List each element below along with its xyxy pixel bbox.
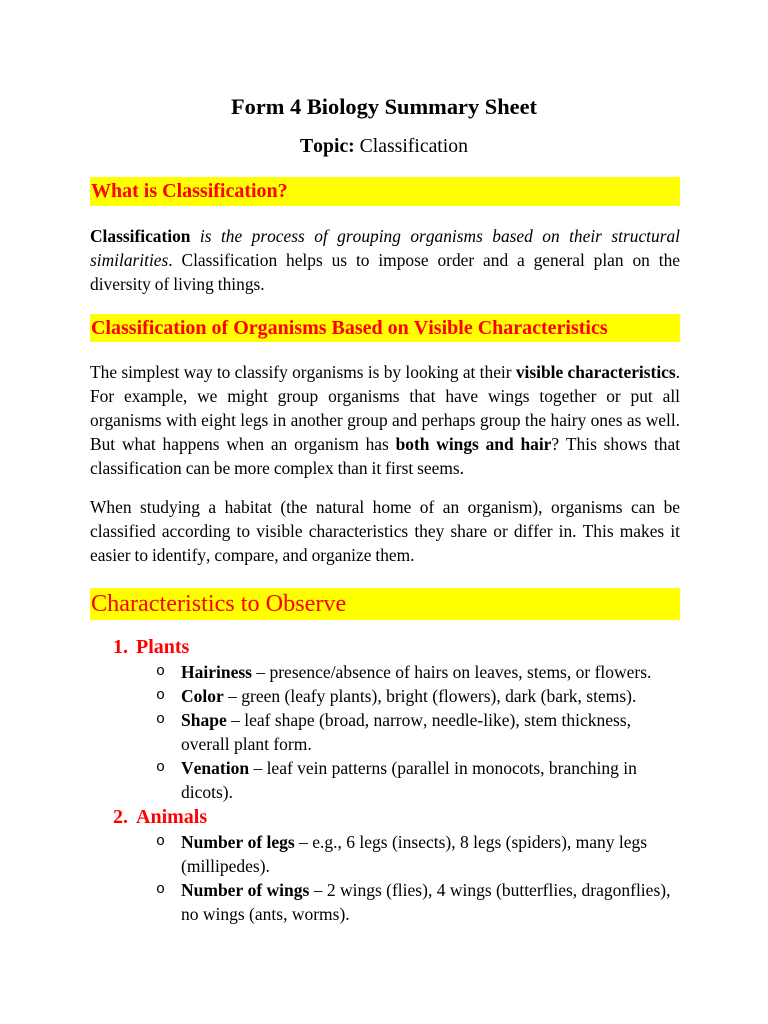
list-item [90,660,680,684]
paragraph-text: ? This shows that classification can be more complex than it first seems. [90,434,681,478]
characteristics-list [90,634,680,926]
group-number: 1. [113,636,128,658]
item-description: – presence/absence of hairs on leaves, stems, or flowers. [256,662,652,682]
list-item [90,878,680,926]
group-heading [90,804,680,830]
list-item [90,830,680,878]
topic-value: Classification [359,135,468,157]
item-description: – leaf shape (broad, narrow, needle-like), stem thickness, overall plant form. [181,710,632,754]
bullet-marker: o [156,881,166,898]
item-description: – 2 wings (flies), 4 wings (butterflies, dragonflies), no wings (ants, worms). [181,880,671,924]
item-term: Shape [181,710,227,730]
paragraph-text: . For example, we might group organisms that have wings together or put all organisms with eight legs in another group and perhaps group the hairy ones as well. But what happens when an organism has [90,362,680,454]
emphasis-wings-and-hair: both wings and hair [395,434,552,454]
definition-text: is the process of grouping organisms based on their structural similarities [90,226,680,270]
bullet-marker: o [156,833,166,850]
topic-label: Topic: [300,135,355,157]
group-heading [90,634,680,660]
bullet-marker: o [156,711,166,728]
group-number: 2. [113,806,128,828]
item-description: – e.g., 6 legs (insects), 8 legs (spiders), many legs (millipedes). [181,832,648,876]
definition-paragraph [90,224,680,296]
item-term: Number of wings [181,880,310,900]
item-term: Number of legs [181,832,295,852]
visible-characteristics-paragraph [90,360,680,480]
item-term: Color [181,686,224,706]
animals-group [90,804,680,926]
section-heading-characteristics-to-observe: Characteristics to Observe [90,588,680,620]
list-item [90,756,680,804]
paragraph-text: The simplest way to classify organisms is by looking at their [90,362,512,382]
group-title: Plants [136,636,190,658]
definition-continuation: . Classification helps us to impose order and a general plan on the diversity of living things. [90,250,680,294]
bullet-marker: o [156,759,166,776]
item-description: – leaf vein patterns (parallel in monocots, branching in dicots). [181,758,637,802]
group-title: Animals [136,806,208,828]
topic-line [0,132,768,160]
item-description: – green (leafy plants), bright (flowers), dark (bark, stems). [228,686,637,706]
document-title: Form 4 Biology Summary Sheet [231,94,537,119]
plants-group [90,634,680,804]
section-heading-visible-characteristics: Classification of Organisms Based on Visible Characteristics [90,314,680,342]
list-item [90,684,680,708]
emphasis-visible-characteristics: visible characteristics [515,362,676,382]
list-item [90,708,680,756]
item-term: Venation [181,758,250,778]
habitat-paragraph: When studying a habitat (the natural home of an organism), organisms can be classified according to visible characteristics they share or differ in. This makes it easier to identify, compare, and organize them. [90,497,680,565]
bullet-marker: o [156,687,166,704]
section-heading-what-is-classification: What is Classification? [90,177,680,206]
item-term: Hairiness [181,662,252,682]
bullet-marker: o [156,663,166,680]
defined-term: Classification [90,226,191,246]
